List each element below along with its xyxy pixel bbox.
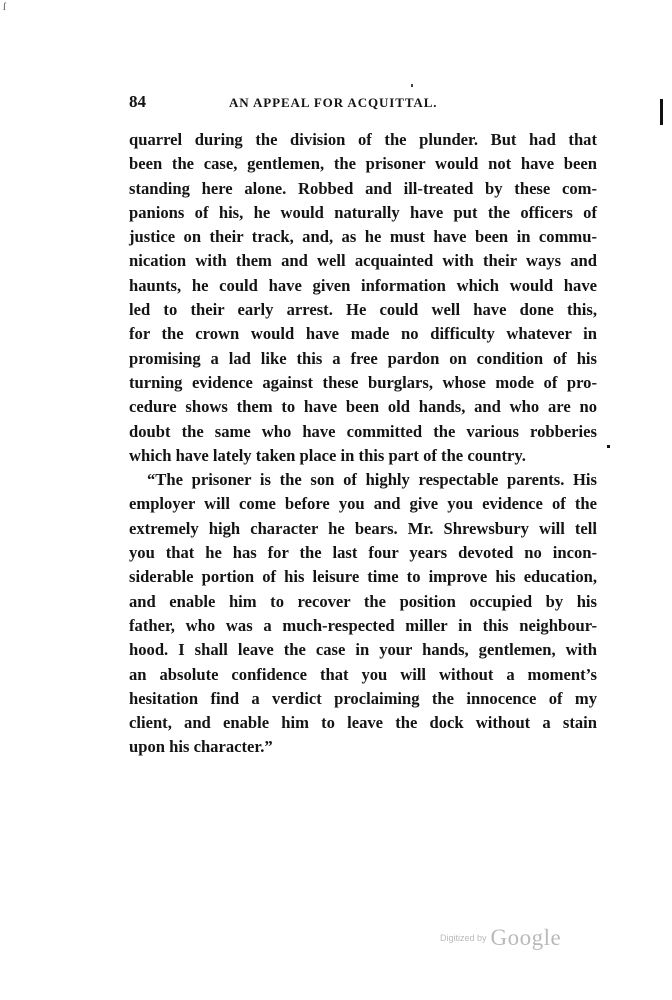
text-line: panions of his, he would naturally have put the officers of: [129, 202, 597, 222]
text-line: hood. I shall leave the case in your hands, gentlemen, with: [129, 640, 597, 660]
text-line: employer will come before you and give you evidence of the: [129, 494, 597, 514]
text-line: nication with them and well acquainted with their ways and: [129, 251, 597, 271]
text-line: haunts, he could have given information which would have: [129, 275, 597, 295]
running-head: AN APPEAL FOR ACQUITTAL.: [229, 95, 438, 110]
google-logo: Google: [490, 925, 562, 950]
scan-speck: [411, 84, 413, 87]
text-line: hesitation find a verdict proclaiming the innocence of my: [129, 688, 597, 708]
scan-speck: ſ: [3, 2, 6, 13]
text-line: you that he has for the last four years devoted no incon-: [129, 543, 597, 563]
text-line: for the crown would have made no difficulty whatever in: [129, 324, 597, 344]
watermark-prefix: Digitized by: [440, 933, 487, 943]
text-line: an absolute confidence that you will without a moment’s: [129, 664, 597, 684]
text-line: justice on their track, and, as he must have been in commu-: [129, 227, 597, 247]
paragraph-first-line: “The prisoner is the son of highly respectable parents. His: [147, 470, 597, 490]
page-header: [129, 92, 597, 114]
body-text: [129, 128, 597, 760]
paragraph-last-line: upon his character.”: [129, 737, 273, 757]
scan-speck: [607, 445, 610, 448]
text-line: siderable portion of his leisure time to improve his education,: [129, 567, 597, 587]
text-line: father, who was a much-respected miller in this neighbour-: [129, 615, 597, 635]
text-line: quarrel during the division of the plunder. But had that: [129, 130, 597, 149]
text-line: been the case, gentlemen, the prisoner would not have been: [129, 154, 597, 174]
digitization-watermark: [440, 925, 561, 951]
page-number: 84: [129, 92, 146, 111]
text-line: promising a lad like this a free pardon on condition of his: [129, 348, 597, 368]
text-line: standing here alone. Robbed and ill-treated by these com-: [129, 178, 597, 198]
text-line: turning evidence against these burglars, whose mode of pro-: [129, 372, 597, 392]
text-line: led to their early arrest. He could well have done this,: [129, 300, 597, 320]
text-line: client, and enable him to leave the dock without a stain: [129, 713, 597, 733]
text-line: cedure shows them to have been old hands, and who are no: [129, 397, 597, 417]
scan-margin-mark: [660, 99, 663, 125]
text-line: extremely high character he bears. Mr. Shrewsbury will tell: [129, 518, 597, 538]
text-line: doubt the same who have committed the various robberies: [129, 421, 597, 441]
text-line: and enable him to recover the position occupied by his: [129, 591, 597, 611]
paragraph-last-line: which have lately taken place in this part of the country.: [129, 445, 526, 465]
